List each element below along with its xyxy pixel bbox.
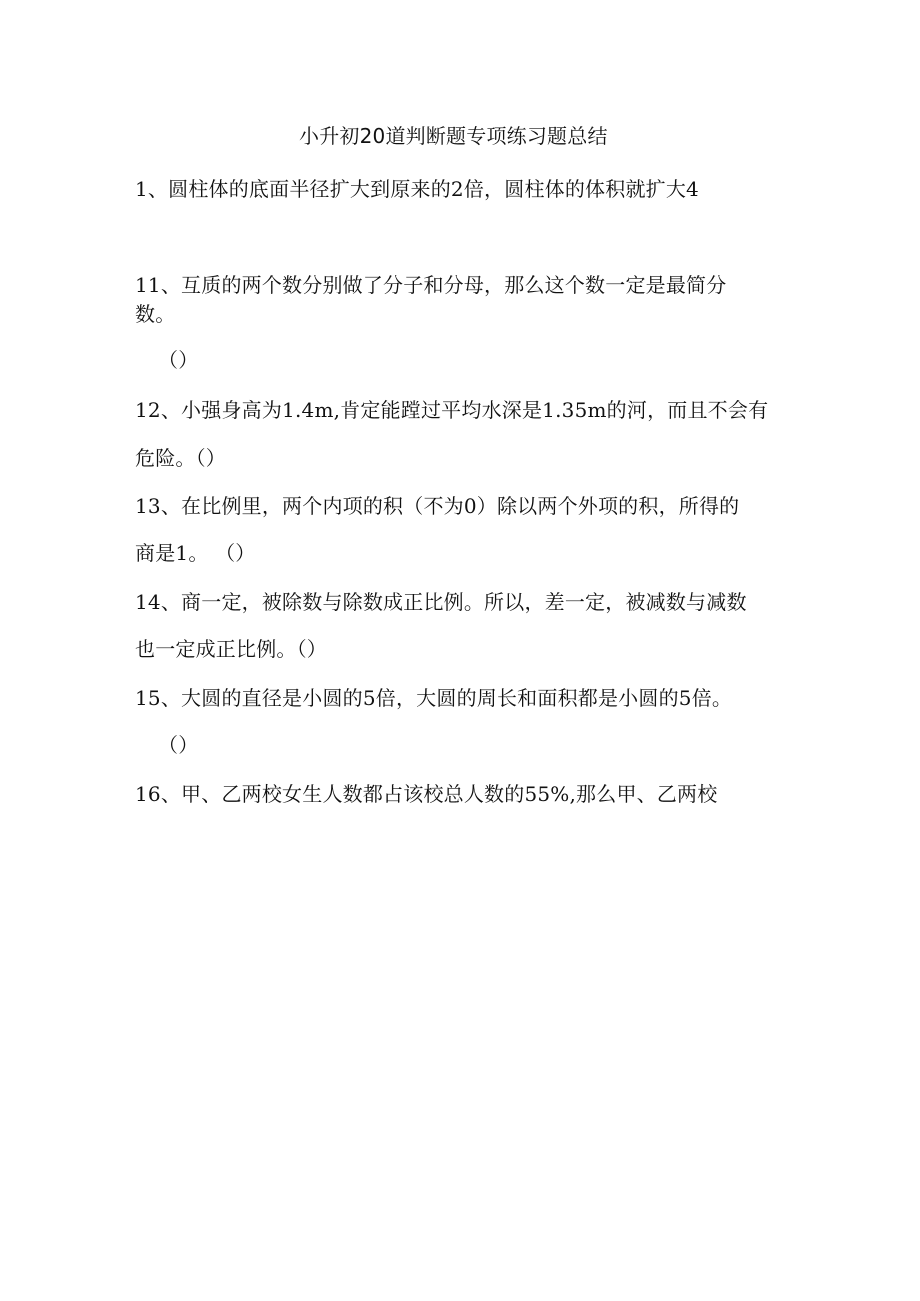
question-14-line-2: 也一定成正比例。（）	[135, 637, 327, 661]
question-11-line-2: 数。	[135, 302, 176, 326]
question-1-line: 1、圆柱体的底面半径扩大到原来的2倍，圆柱体的体积就扩大4	[135, 177, 699, 201]
question-12-line-2: 危险。（）	[135, 446, 226, 470]
question-15-line-1: 15、大圆的直径是小圆的5倍，大圆的周长和面积都是小圆的5倍。	[135, 686, 733, 710]
page-title: 小升初20道判断题专项练习题总结	[299, 124, 608, 148]
question-13-line-2: 商是1。 （）	[135, 541, 256, 565]
question-11-answer-blank: （）	[158, 348, 199, 372]
question-14-line-1: 14、商一定，被除数与除数成正比例。所以，差一定，被减数与减数	[135, 590, 747, 614]
question-15-answer-blank: （）	[158, 733, 199, 757]
question-13-line-1: 13、在比例里，两个内项的积（不为0）除以两个外项的积，所得的	[135, 494, 740, 518]
question-16-line-1: 16、甲、乙两校女生人数都占该校总人数的55%,那么甲、乙两校	[135, 782, 718, 806]
question-12-line-1: 12、小强身高为1.4m,肯定能蹚过平均水深是1.35m的河，而且不会有	[135, 398, 769, 422]
question-11-line-1: 11、互质的两个数分别做了分子和分母，那么这个数一定是最简分	[135, 273, 727, 297]
